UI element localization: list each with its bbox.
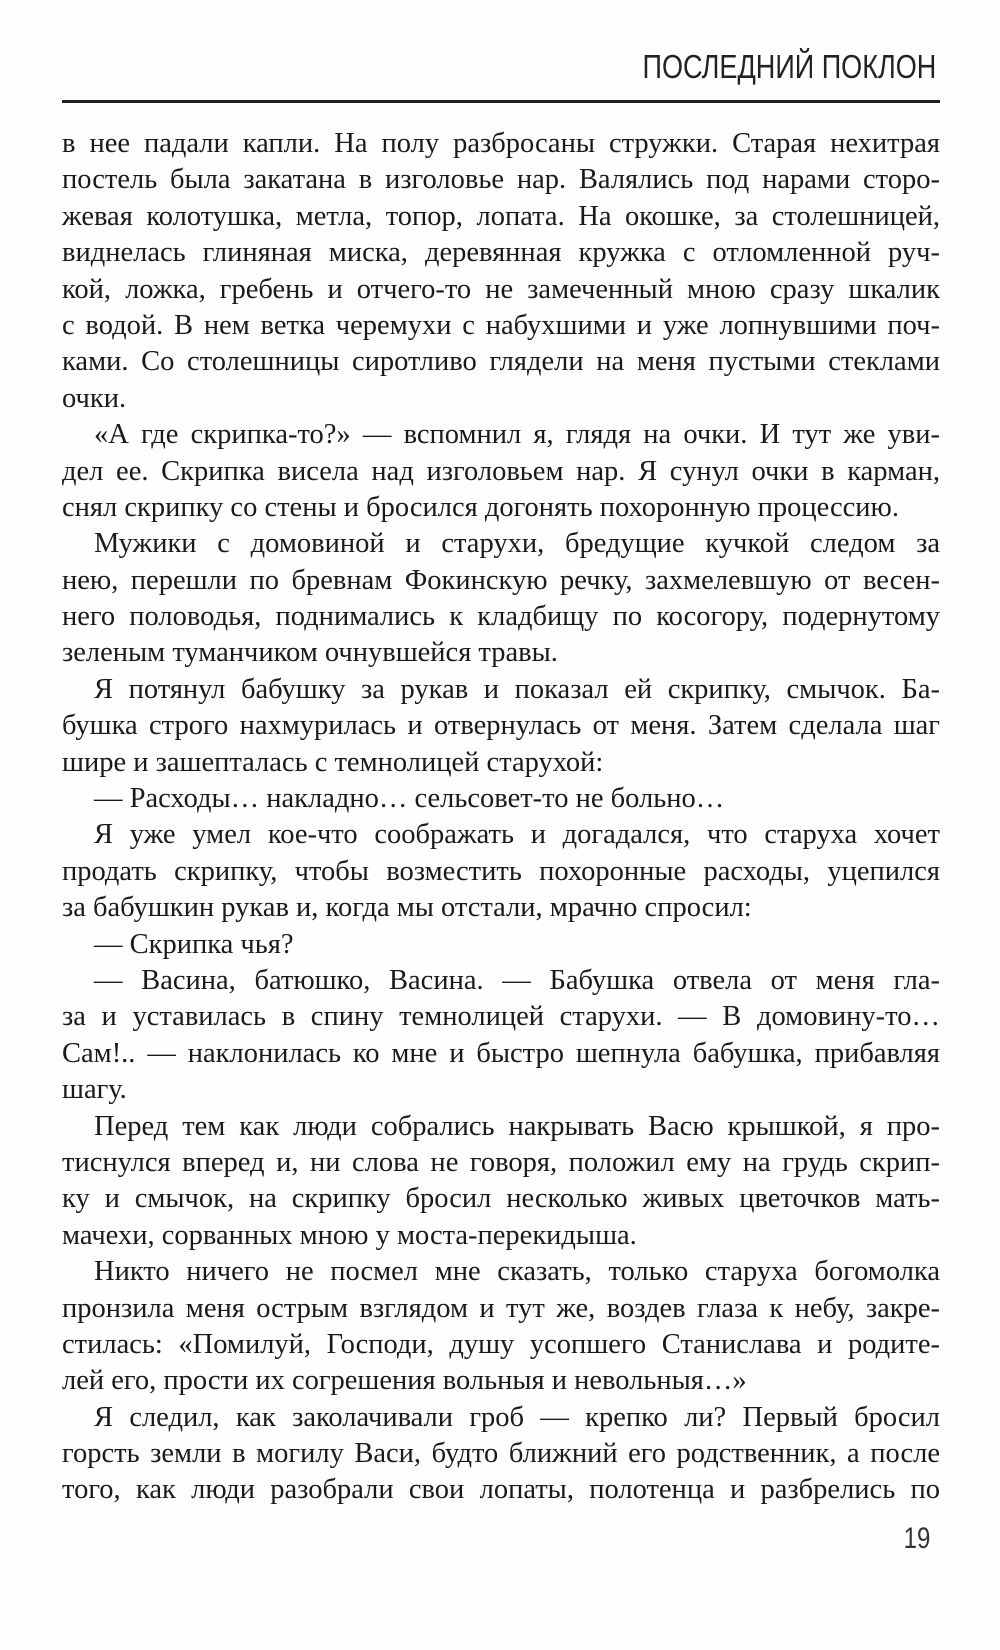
- text-line: дел ее. Скрипка висела над изголовьем нар. Я сунул очки в карман,: [62, 455, 940, 487]
- page-number: 19: [903, 1522, 930, 1555]
- text-line: шире и зашепталась с темнолицей старухой:: [62, 746, 604, 778]
- text-line: Никто ничего не посмел мне сказать, только старуха богомолка: [94, 1256, 940, 1288]
- text-line: Я следил, как заколачивали гроб — крепко ли? Первый бросил: [94, 1401, 940, 1433]
- text-line: постель была закатана в изголовье нар. Валялись под нарами сторо-: [62, 164, 940, 196]
- text-line: Я потянул бабушку за рукав и показал ей скрипку, смычок. Ба-: [94, 673, 940, 705]
- text-line: ку и смычок, на скрипку бросил несколько живых цветочков мать-: [62, 1183, 940, 1215]
- text-line: мачехи, сорванных мною у моста-перекидыша.: [62, 1219, 637, 1251]
- text-line: стилась: «Помилуй, Господи, душу усопшего Станислава и родите-: [62, 1328, 940, 1360]
- text-line: снял скрипку со стены и бросился догонять похоронную процессию.: [62, 491, 899, 523]
- text-line: — Расходы… накладно… сельсовет-то не больно…: [94, 783, 725, 815]
- text-line: жевая колотушка, метла, топор, лопата. На окошке, за столешницей,: [62, 200, 940, 232]
- text-line: Мужики с домовиной и старухи, бредущие кучкой следом за: [94, 528, 940, 560]
- text-line: того, как люди разобрали свои лопаты, полотенца и разбрелись по: [62, 1474, 940, 1506]
- text-line: «А где скрипка-то?» — вспомнил я, глядя на очки. И тут же уви-: [94, 419, 940, 451]
- text-line: зеленым туманчиком очнувшейся травы.: [62, 637, 558, 669]
- text-line: за и уставилась в спину темнолицей старухи. — В домовину-то…: [62, 1001, 940, 1033]
- header-rule: [62, 100, 940, 103]
- text-line: нею, перешли по бревнам Фокинскую речку, захмелевшую от весен-: [62, 564, 940, 596]
- running-header-title: ПОСЛЕДНИЙ ПОКЛОН: [642, 48, 936, 85]
- text-line: шагу.: [62, 1074, 127, 1106]
- text-line: с водой. В нем ветка черемухи с набухшими и уже лопнувшими поч-: [62, 309, 940, 341]
- text-line: горсть земли в могилу Васи, будто ближний его родственник, а после: [62, 1438, 940, 1470]
- text-line: лей его, прости их согрешения вольныя и невольныя…»: [62, 1365, 747, 1397]
- text-line: него половодья, поднимались к кладбищу по косогору, подернутому: [62, 601, 940, 633]
- text-line: тиснулся вперед и, ни слова не говоря, положил ему на грудь скрип-: [62, 1146, 940, 1178]
- text-line: Сам!.. — наклонилась ко мне и быстро шепнула бабушка, прибавляя: [62, 1037, 940, 1069]
- text-line: виднелась глиняная миска, деревянная кружка с отломленной руч-: [62, 237, 940, 269]
- text-line: — Скрипка чья?: [94, 928, 294, 960]
- text-line: в нее падали капли. На полу разбросаны стружки. Старая нехитрая: [62, 128, 940, 159]
- text-line: пронзила меня острым взглядом и тут же, воздев глаза к небу, закре-: [62, 1292, 940, 1324]
- text-line: Перед тем как люди собрались накрывать Васю крышкой, я про-: [94, 1110, 940, 1142]
- text-line: очки.: [62, 382, 127, 414]
- body-text: [62, 126, 940, 1509]
- text-line: ками. Со столешницы сиротливо глядели на меня пустыми стеклами: [62, 346, 940, 378]
- text-line: продать скрипку, чтобы возместить похоронные расходы, уцепился: [62, 855, 940, 887]
- text-line: бушка строго нахмурилась и отвернулась от меня. Затем сделала шаг: [62, 710, 940, 742]
- text-line: кой, ложка, гребень и отчего-то не замеченный мною сразу шкалик: [62, 273, 940, 305]
- text-line: — Васина, батюшко, Васина. — Бабушка отвела от меня гла-: [94, 964, 940, 996]
- text-line: Я уже умел кое-что соображать и догадался, что старуха хочет: [94, 819, 940, 851]
- text-line: за бабушкин рукав и, когда мы отстали, мрачно спросил:: [62, 892, 752, 924]
